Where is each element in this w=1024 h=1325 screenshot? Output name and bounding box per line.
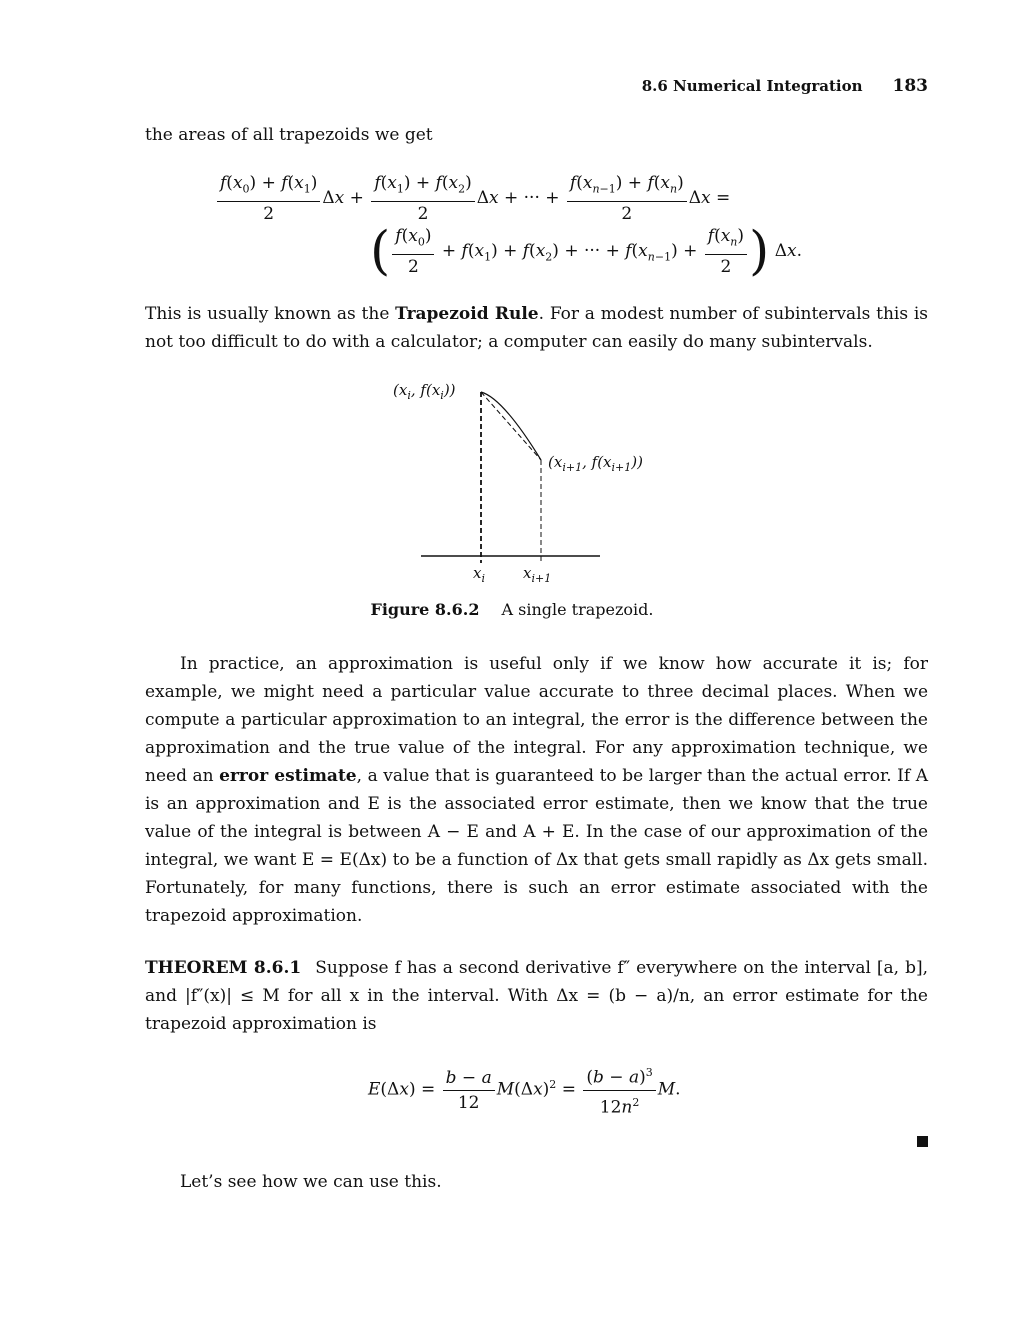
error-estimate-formula: E(Δx) = $\frac{b - a}{12}$ $M(\Delta x)^2$ = $\frac{(b - a)^3}{12n^2}$ M. <box>368 1062 681 1118</box>
curve <box>481 392 541 460</box>
qed-square <box>917 1136 928 1147</box>
section-title: 8.6 Numerical Integration <box>641 77 863 95</box>
figure-caption: Figure 8.6.2 A single trapezoid. <box>370 600 654 619</box>
trapezoid-sum-line-2: ( $\frac{f(x_0)}{2}$ + $f(x_1) + f(x_2)$ + ··· + $f(x_{n-1})$ + $\frac{f(x_n)}{2}$ ) Δx. <box>370 221 803 282</box>
trapezoid-rule-paragraph: This is usually known as the Trapezoid Rule. For a modest number of subintervals this is not too difficult to do with a calculator; a computer can easily do many subintervals. <box>145 304 929 352</box>
trapezoid-figure <box>0 0 1024 600</box>
theorem-8-6-1: THEOREM 8.6.1 Suppose f has a second derivative f″ everywhere on the interval [a, b], and |f″(x)| ≤ M for all x in the interval. With Δx = (b − a)/n, an error estimate for the trapezoid approximation is <box>145 958 928 1034</box>
closing-text: Let’s see how we can use this. <box>180 1172 442 1192</box>
page-number: 183 <box>892 76 928 96</box>
point-label-right: ($x_{i+1}$, $f(x_{i+1})$) <box>548 453 643 474</box>
intro-text: the areas of all trapezoids we get <box>145 125 433 145</box>
chord <box>481 392 541 460</box>
tick-label-left: $x_i$ <box>473 564 485 585</box>
theorem-label: THEOREM 8.6.1 <box>145 958 302 978</box>
error-paragraph: In practice, an approximation is useful only if we know how accurate it is; for example, we might need a particular value accurate to three decimal places. When we compute a particular approximation to an integral, the error is the difference between the approximation and the true value of the integral. For any approximation technique, we need an error estimate, a value that is guaranteed to be larger than the actual error. If A is an approximation and E is the associated error estimate, then we know that the true value of the integral is between A − E and A + E. In the case of our approximation of the integral, we want E = E(Δx) to be a function of Δx that gets small rapidly as Δx gets small. Fortunately, for many functions, there is such an error estimate associated with the trapezoid approximation. <box>145 654 929 926</box>
point-label-left: ($x_i$, $f(x_i)$) <box>393 381 456 402</box>
term-error-estimate: error estimate <box>219 766 357 786</box>
term-trapezoid-rule: Trapezoid Rule <box>395 304 539 324</box>
trapezoid-sum-line-1: $\frac{f(x_0) + f(x_1)}{2}$ Δx + $\frac{f(x_1) + f(x_2)}{2}$ Δx + ··· + $\frac{f(x_{n-1}) + f(x_n)}{2}$ Δx = <box>215 172 730 225</box>
tick-label-right: $x_{i+1}$ <box>523 564 552 585</box>
